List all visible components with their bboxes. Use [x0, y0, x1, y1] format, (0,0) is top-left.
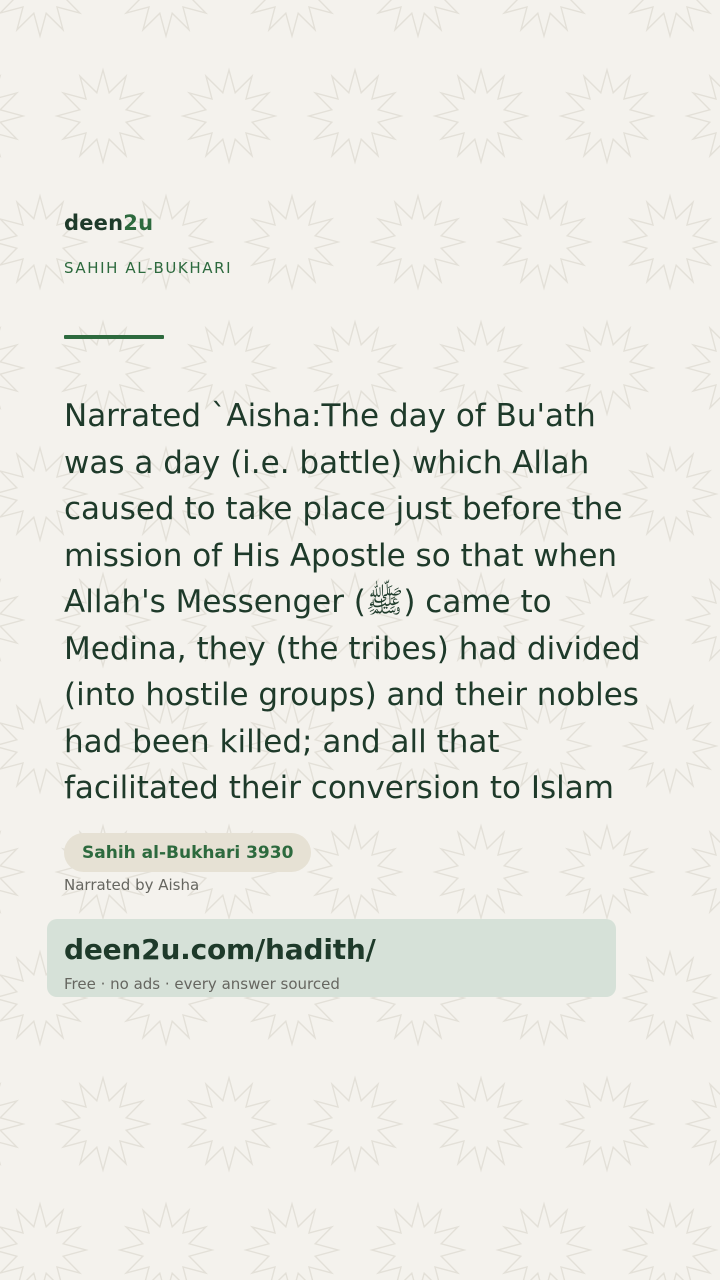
link-card[interactable] — [47, 919, 616, 997]
reference-badge — [64, 833, 311, 872]
hadith-text: Narrated `Aisha:The day of Bu'ath was a day (i.e. battle) which Allah caused to take place just before the mission of His Apostle so that when Allah's Messenger (ﷺ) came to Medina, they (the tribes) had divided (into hostile groups) and their nobles had been killed; and all that facilitated their conversion to Islam — [64, 398, 641, 806]
narrator-text: Narrated by Aisha — [64, 876, 200, 894]
divider — [64, 335, 164, 339]
reference-label: Sahih al-Bukhari 3930 — [82, 842, 294, 863]
brand-name-part1: deen — [64, 211, 124, 235]
site-url[interactable]: deen2u.com/hadith/ — [64, 933, 376, 966]
collection-label: SAHIH AL-BUKHARI — [64, 259, 233, 277]
brand-name-part2: 2u — [123, 211, 154, 235]
site-tagline: Free · no ads · every answer sourced — [64, 975, 340, 993]
brand-logo — [64, 211, 153, 235]
